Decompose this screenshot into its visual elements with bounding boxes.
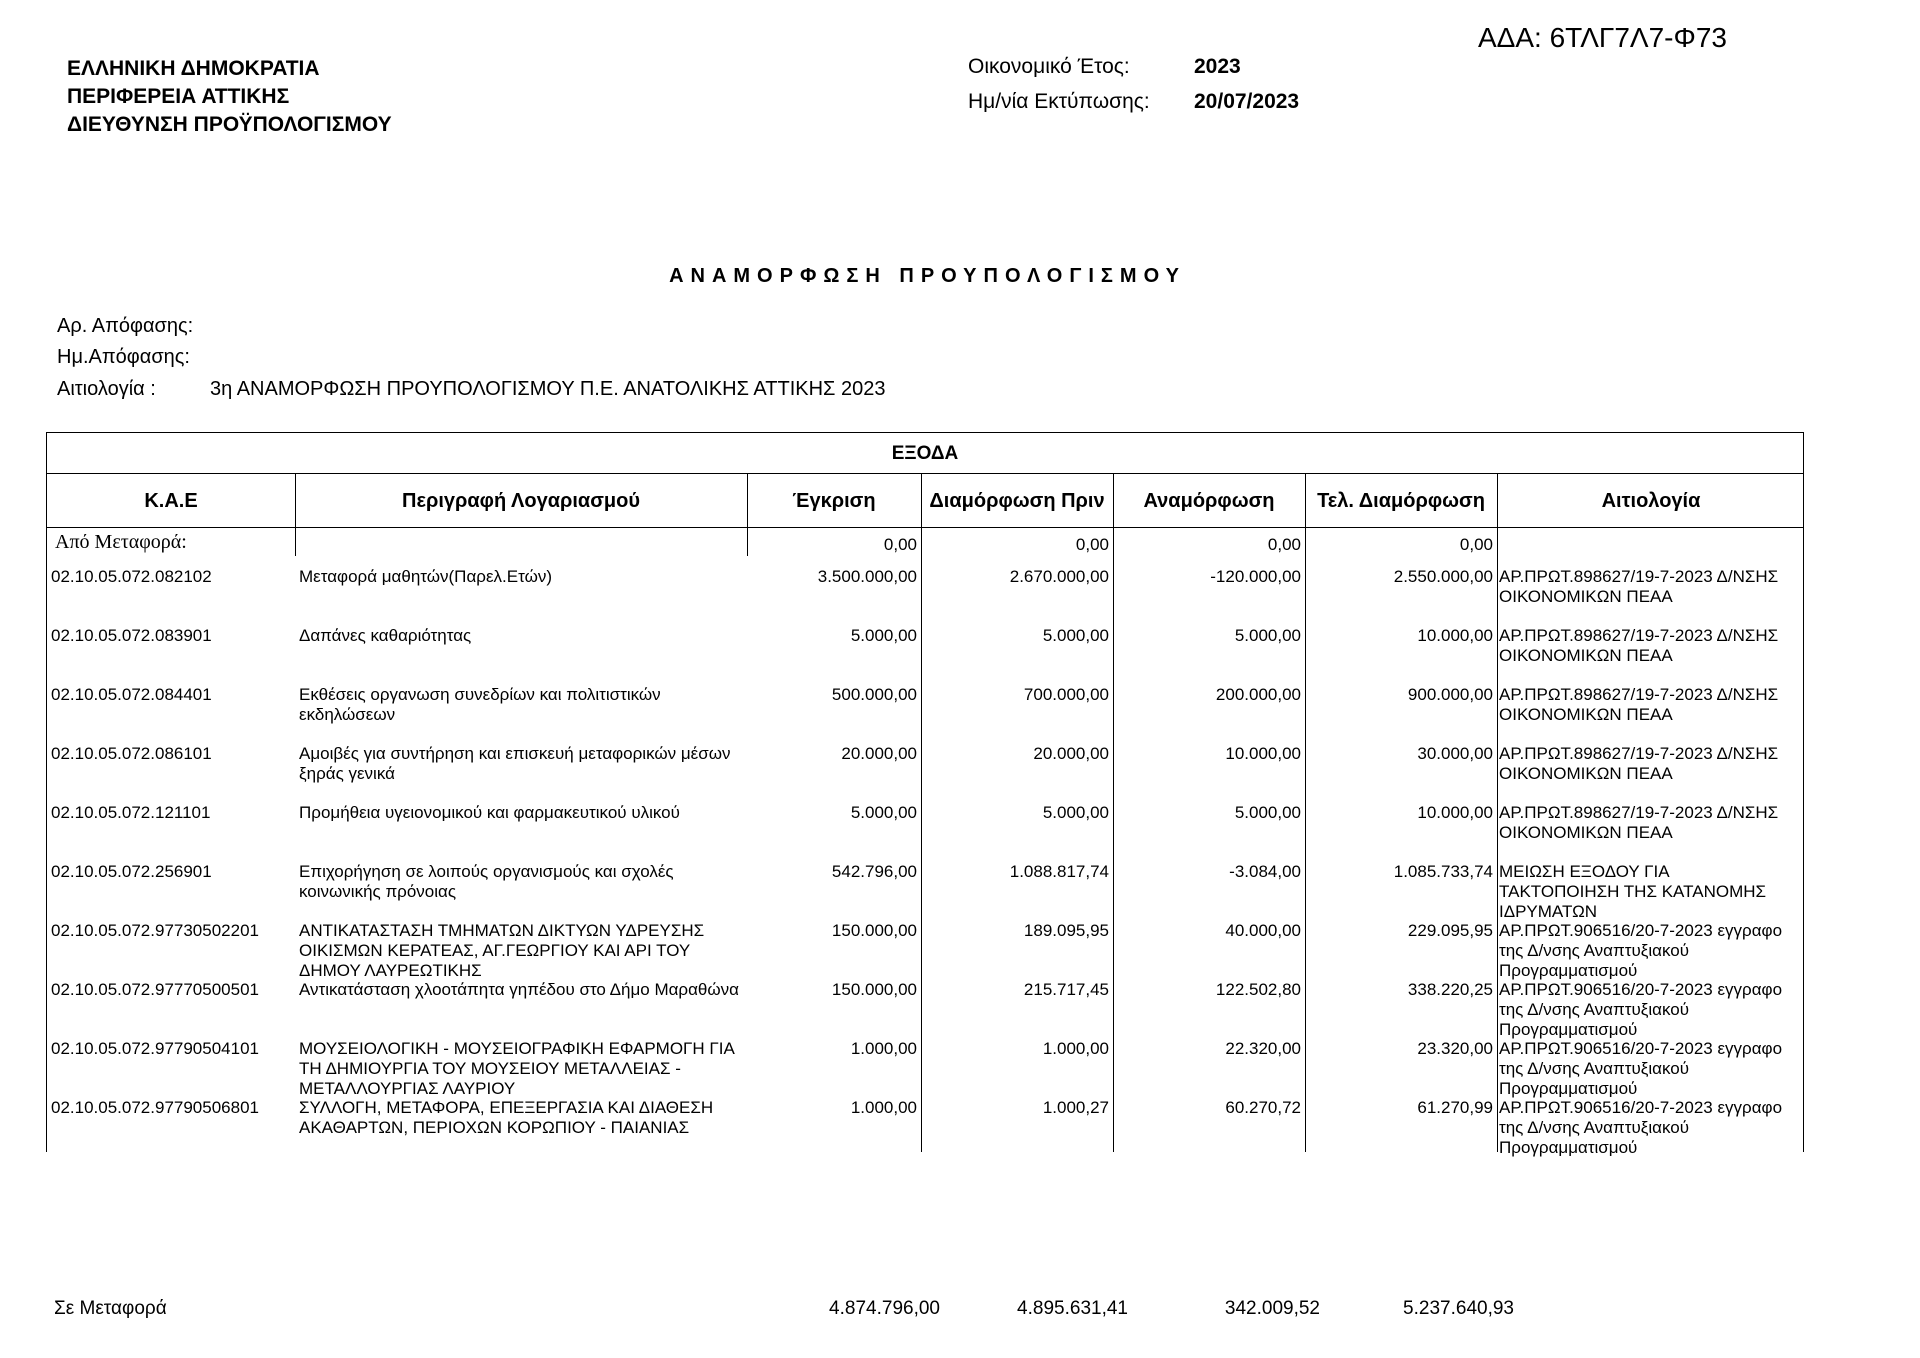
column-header-change: Αναμόρφωση	[1143, 490, 1275, 512]
description-cell: Δαπάνες καθαριότητας	[299, 626, 472, 645]
fiscal-year-label: Οικονομικό Έτος:	[968, 55, 1130, 78]
approval-cell: 5.000,00	[850, 803, 917, 822]
final-cell: 23.320,00	[1417, 1039, 1493, 1058]
carry-out-change: 342.009,52	[1224, 1298, 1320, 1319]
column-header-reason: Αιτιολογία	[1601, 490, 1701, 512]
carry-in-row	[47, 527, 1803, 557]
organization-header	[67, 55, 392, 139]
reason-cell: ΑΡ.ΠΡΩΤ.898627/19-7-2023 Δ/ΝΣΗΣ ΟΙΚΟΝΟΜΙΚΩΝ ΠΕΑΑ	[1499, 803, 1779, 842]
table-row	[47, 862, 1803, 921]
change-cell: 22.320,00	[1225, 1039, 1301, 1058]
table-row	[47, 626, 1803, 685]
org-line: ΕΛΛΗΝΙΚΗ ΔΗΜΟΚΡΑΤΙΑ	[67, 57, 320, 80]
approval-cell: 5.000,00	[850, 626, 917, 645]
reason-cell: ΑΡ.ΠΡΩΤ.898627/19-7-2023 Δ/ΝΣΗΣ ΟΙΚΟΝΟΜΙΚΩΝ ΠΕΑΑ	[1499, 567, 1779, 606]
description-cell: ΣΥΛΛΟΓΗ, ΜΕΤΑΦΟΡΑ, ΕΠΕΞΕΡΓΑΣΙΑ ΚΑΙ ΔΙΑΘΕΣΗ ΑΚΑΘΑΡΤΩΝ, ΠΕΡΙΟΧΩΝ ΚΟΡΩΠΙΟΥ - ΠΑΙΑΝΙΑΣ	[299, 1098, 714, 1137]
carry-in-change: 0,00	[1267, 535, 1301, 554]
column-header-before: Διαμόρφωση Πριν	[929, 490, 1105, 512]
final-cell: 61.270,99	[1417, 1098, 1493, 1117]
reason-cell: ΑΡ.ΠΡΩΤ.906516/20-7-2023 εγγραφο της Δ/νσης Αναπτυξιακού Προγραμματισμού	[1499, 1039, 1783, 1098]
kae-cell: 02.10.05.072.256901	[51, 862, 212, 881]
final-cell: 1.085.733,74	[1393, 862, 1493, 881]
kae-cell: 02.10.05.072.97790504101	[51, 1039, 259, 1058]
change-cell: -3.084,00	[1229, 862, 1301, 881]
before-cell: 2.670.000,00	[1009, 567, 1109, 586]
kae-cell: 02.10.05.072.121101	[51, 803, 211, 822]
description-cell: ΜΟΥΣΕΙΟΛΟΓΙΚΗ - ΜΟΥΣΕΙΟΓΡΑΦΙΚΗ ΕΦΑΡΜΟΓΗ ΓΙΑ ΤΗ ΔΗΜΙΟΥΡΓΙΑ ΤΟΥ ΜΟΥΣΕΙΟΥ ΜΕΤΑΛΛΕΙΑΣ - ΜΕΤΑΛΛΟΥΡΓΙΑΣ ΛΑΥΡΙΟΥ	[299, 1039, 734, 1098]
change-cell: 5.000,00	[1234, 626, 1301, 645]
change-cell: 10.000,00	[1225, 744, 1301, 763]
column-header-description: Περιγραφή Λογαριασμού	[402, 490, 640, 512]
approval-cell: 500.000,00	[831, 685, 917, 704]
before-cell: 700.000,00	[1023, 685, 1109, 704]
column-header-kae: Κ.Α.Ε	[144, 490, 198, 512]
carry-out-before: 4.895.631,41	[1017, 1298, 1128, 1319]
final-cell: 30.000,00	[1417, 744, 1493, 763]
table-row	[47, 685, 1803, 744]
final-cell: 10.000,00	[1417, 803, 1493, 822]
change-cell: 60.270,72	[1225, 1098, 1301, 1117]
kae-cell: 02.10.05.072.97790506801	[51, 1098, 259, 1117]
before-cell: 5.000,00	[1042, 626, 1109, 645]
before-cell: 215.717,45	[1023, 980, 1109, 999]
change-cell: 40.000,00	[1225, 921, 1301, 940]
table-row	[47, 1098, 1803, 1157]
expenses-table	[46, 432, 1804, 1157]
description-cell: Αντικατάσταση χλοοτάπητα γηπέδου στο Δήμο Μαραθώνα	[299, 980, 739, 999]
reason-cell: ΑΡ.ΠΡΩΤ.906516/20-7-2023 εγγραφο της Δ/νσης Αναπτυξιακού Προγραμματισμού	[1499, 921, 1783, 980]
kae-cell: 02.10.05.072.084401	[51, 685, 212, 704]
approval-cell: 150.000,00	[831, 921, 917, 940]
before-cell: 5.000,00	[1042, 803, 1109, 822]
carry-out-final: 5.237.640,93	[1403, 1298, 1514, 1319]
column-header-final: Τελ. Διαμόρφωση	[1317, 490, 1485, 512]
carry-in-final: 0,00	[1459, 535, 1493, 554]
print-date-value: 20/07/2023	[1194, 90, 1300, 113]
approval-cell: 1.000,00	[850, 1098, 917, 1117]
org-line: ΠΕΡΙΦΕΡΕΙΑ ΑΤΤΙΚΗΣ	[67, 85, 290, 108]
approval-cell: 542.796,00	[831, 862, 917, 881]
carry-out-approval: 4.874.796,00	[829, 1298, 940, 1319]
ada-code: ΑΔΑ: 6ΤΛΓ7Λ7-Φ73	[1478, 22, 1727, 53]
print-date-label: Ημ/νία Εκτύπωσης:	[968, 90, 1150, 113]
kae-cell: 02.10.05.072.086101	[51, 744, 212, 763]
decision-date-label: Ημ.Απόφασης:	[57, 346, 190, 368]
table-row	[47, 980, 1803, 1039]
reason-cell: ΑΡ.ΠΡΩΤ.898627/19-7-2023 Δ/ΝΣΗΣ ΟΙΚΟΝΟΜΙΚΩΝ ΠΕΑΑ	[1499, 744, 1779, 783]
final-cell: 900.000,00	[1407, 685, 1493, 704]
reason-label: Αιτιολογία :	[57, 378, 156, 400]
table-row	[47, 1039, 1803, 1098]
before-cell: 1.088.817,74	[1009, 862, 1109, 881]
reason-cell: ΑΡ.ΠΡΩΤ.906516/20-7-2023 εγγραφο της Δ/νσης Αναπτυξιακού Προγραμματισμού	[1499, 1098, 1783, 1157]
section-title: ΕΞΟΔΑ	[47, 433, 1803, 474]
kae-cell: 02.10.05.072.082102	[51, 567, 212, 586]
before-cell: 20.000,00	[1033, 744, 1109, 763]
table-row	[47, 921, 1803, 980]
kae-cell: 02.10.05.072.97730502201	[51, 921, 259, 940]
reason-value: 3η ΑΝΑΜΟΡΦΩΣΗ ΠΡΟΥΠΟΛΟΓΙΣΜΟΥ Π.Ε. ΑΝΑΤΟΛΙΚΗΣ ΑΤΤΙΚΗΣ 2023	[210, 378, 886, 400]
reason-cell: ΑΡ.ΠΡΩΤ.898627/19-7-2023 Δ/ΝΣΗΣ ΟΙΚΟΝΟΜΙΚΩΝ ΠΕΑΑ	[1499, 626, 1779, 665]
description-cell: Προμήθεια υγειονομικού και φαρμακευτικού υλικού	[299, 803, 680, 822]
document-title: ΑΝΑΜΟΡΦΩΣΗ ΠΡΟΥΠΟΛΟΓΙΣΜΟΥ	[669, 265, 1186, 287]
final-cell: 10.000,00	[1417, 626, 1493, 645]
final-cell: 2.550.000,00	[1393, 567, 1493, 586]
description-cell: Αμοιβές για συντήρηση και επισκευή μεταφορικών μέσων ξηράς γενικά	[299, 744, 731, 783]
change-cell: -120.000,00	[1210, 567, 1301, 586]
table-row	[47, 803, 1803, 862]
kae-cell: 02.10.05.072.97770500501	[51, 980, 259, 999]
reason-cell: ΑΡ.ΠΡΩΤ.898627/19-7-2023 Δ/ΝΣΗΣ ΟΙΚΟΝΟΜΙΚΩΝ ΠΕΑΑ	[1499, 685, 1779, 724]
kae-cell: 02.10.05.072.083901	[51, 626, 212, 645]
carry-out-label: Σε Μεταφορά	[54, 1298, 167, 1319]
approval-cell: 150.000,00	[831, 980, 917, 999]
approval-cell: 3.500.000,00	[817, 567, 917, 586]
approval-cell: 20.000,00	[841, 744, 917, 763]
before-cell: 1.000,27	[1042, 1098, 1109, 1117]
reason-cell: ΑΡ.ΠΡΩΤ.906516/20-7-2023 εγγραφο της Δ/νσης Αναπτυξιακού Προγραμματισμού	[1499, 980, 1783, 1039]
description-cell: Μεταφορά μαθητών(Παρελ.Ετών)	[299, 567, 553, 586]
table-row	[47, 744, 1803, 803]
approval-cell: 1.000,00	[850, 1039, 917, 1058]
fiscal-year-value: 2023	[1194, 55, 1241, 78]
final-cell: 229.095,95	[1407, 921, 1493, 940]
table-header-row	[47, 473, 1803, 528]
description-cell: Επιχορήγηση σε λοιπούς οργανισμούς και σχολές κοινωνικής πρόνοιας	[299, 862, 674, 901]
reason-cell: ΜΕΙΩΣΗ ΕΞΟΔΟΥ ΓΙΑ ΤΑΚΤΟΠΟΙΗΣΗ ΤΗΣ ΚΑΤΑΝΟΜΗΣ ΙΔΡΥΜΑΤΩΝ	[1499, 862, 1767, 921]
change-cell: 200.000,00	[1215, 685, 1301, 704]
before-cell: 189.095,95	[1023, 921, 1109, 940]
table-row	[47, 567, 1803, 626]
final-cell: 338.220,25	[1407, 980, 1493, 999]
description-cell: ΑΝΤΙΚΑΤΑΣΤΑΣΗ ΤΜΗΜΑΤΩΝ ΔΙΚΤΥΩΝ ΥΔΡΕΥΣΗΣ ΟΙΚΙΣΜΩΝ ΚΕΡΑΤΕΑΣ, ΑΓ.ΓΕΩΡΓΙΟΥ ΚΑΙ ΑΡΙ ΤΟΥ ΔΗΜΟΥ ΛΑΥΡΕΩΤΙΚΗΣ	[299, 921, 705, 980]
carry-in-before: 0,00	[1075, 535, 1109, 554]
carry-in-label: Από Μεταφορά:	[55, 531, 187, 553]
change-cell: 122.502,80	[1215, 980, 1301, 999]
decision-number-label: Αρ. Απόφασης:	[57, 315, 194, 337]
org-line: ΔΙΕΥΘΥΝΣΗ ΠΡΟΫΠΟΛΟΓΙΣΜΟΥ	[67, 113, 392, 136]
description-cell: Εκθέσεις οργανωση συνεδρίων και πολιτιστικών εκδηλώσεων	[299, 685, 661, 724]
change-cell: 5.000,00	[1234, 803, 1301, 822]
column-header-approval: Έγκριση	[792, 490, 876, 512]
carry-in-approval: 0,00	[883, 535, 917, 554]
before-cell: 1.000,00	[1042, 1039, 1109, 1058]
